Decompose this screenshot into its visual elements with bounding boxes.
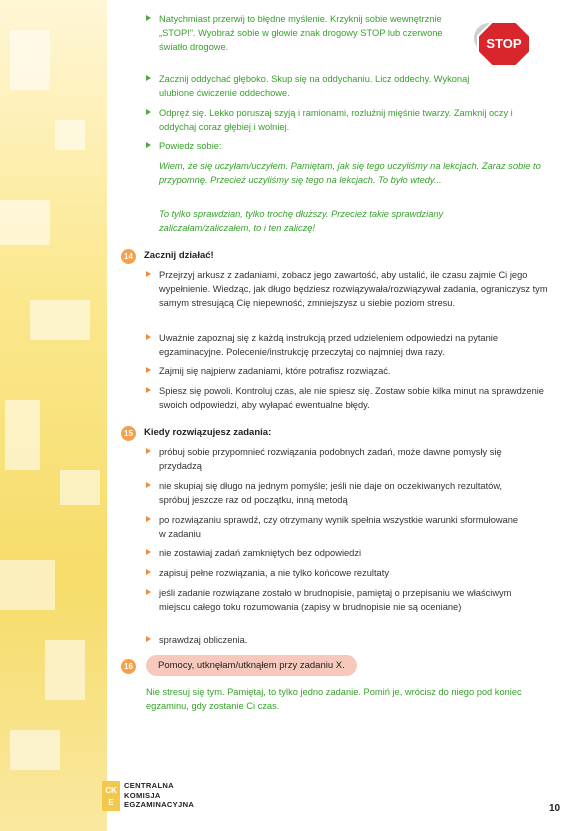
- bullet-icon: [146, 75, 151, 81]
- bullet-icon: [146, 549, 151, 555]
- list-item: zapisuj pełne rozwiązania, a nie tylko końcowe rezultaty: [146, 566, 546, 580]
- list-item: po rozwiązaniu sprawdź, czy otrzymany wynik spełnia wszystkie warunki sformułowane w zadaniu: [146, 513, 526, 541]
- section-text: Nie stresuj się tym. Pamiętaj, to tylko jedno zadanie. Pomiń je, wrócisz do niego pod koniec egzaminu, gdy zostanie Ci czas.: [146, 687, 522, 711]
- section-heading: Zacznij działać!: [144, 250, 214, 261]
- bullet-icon: [146, 589, 151, 595]
- bullet-icon: [146, 15, 151, 21]
- list-item: Zajmij się najpierw zadaniami, które potrafisz rozwiązać.: [146, 364, 551, 378]
- list-item: Natychmiast przerwij to błędne myślenie. Krzyknij sobie wewnętrznie „STOP!”. Wyobraź sobie w głowie znak drogowy STOP lub czerwone światło drogowe.: [146, 12, 456, 54]
- stop-sign-icon: [470, 16, 532, 68]
- list-item: Odpręż się. Lekko poruszaj szyją i ramionami, rozluźnij mięśnie twarzy. Zamknij oczy i oddychaj coraz głębiej i wolniej.: [146, 106, 546, 134]
- list-item: Przejrzyj arkusz z zadaniami, zobacz jego zawartość, aby ustalić, ile czasu zajmie Ci jego wypełnienie. Wiedząc, jak długo będziesz rozwiązywała/rozwiązywał zadania, ograniczysz tym samym stresującą Cię niepewność, zmniejszysz u siebie poziom stresu.: [146, 268, 556, 310]
- bullet-icon: [146, 448, 151, 454]
- bullet-icon: [146, 569, 151, 575]
- quote-text: Wiem, że się uczyłam/uczyłem. Pamiętam, jak się tego uczyliśmy na lekcjach. Zaraz sobie to przypomnę. Przecież uczyliśmy się tego na lekcjach. To było wtedy...: [159, 161, 541, 185]
- list-item: jeśli zadanie rozwiązane zostało w brudnopisie, pamiętaj o przepisaniu we właściwym miejscu całego toku rozumowania (zapisy w brudnopisie nie są oceniane): [146, 586, 516, 614]
- bullet-icon: [146, 142, 151, 148]
- section-heading-pill: Pomocy, utknęłam/utknąłem przy zadaniu X.: [146, 655, 357, 676]
- section-number-badge: 14: [121, 249, 136, 264]
- quote-text: To tylko sprawdzian, tylko trochę dłuższy. Przecież takie sprawdziany zaliczałam/zaliczałem, to i ten zaliczę!: [159, 209, 444, 233]
- list-item: Uważnie zapoznaj się z każdą instrukcją przed udzieleniem odpowiedzi na pytanie egzaminacyjne. Polecenie/instrukcję przeczytaj co najmniej dwa razy.: [146, 331, 551, 359]
- svg-text:E: E: [108, 798, 114, 807]
- list-item: sprawdzaj obliczenia.: [146, 633, 546, 647]
- section-heading: Kiedy rozwiązujesz zadania:: [144, 427, 272, 438]
- list-item: nie zostawiaj zadań zamkniętych bez odpowiedzi: [146, 546, 546, 560]
- bullet-icon: [146, 109, 151, 115]
- bullet-icon: [146, 636, 151, 642]
- bullet-icon: [146, 516, 151, 522]
- section-number-badge: 16: [121, 659, 136, 674]
- decorative-sidebar: [0, 0, 107, 831]
- page-number: 10: [549, 803, 561, 814]
- org-name: CENTRALNA KOMISJA EGZAMINACYJNA: [124, 781, 195, 809]
- cke-logo: [102, 781, 120, 811]
- list-item: nie skupiaj się długo na jednym pomyśle; jeśli nie daje on oczekiwanych rezultatów, spróbuj jeszcze raz od początku, inną metodą: [146, 479, 526, 507]
- bullet-icon: [146, 334, 151, 340]
- bullet-icon: [146, 482, 151, 488]
- bullet-icon: [146, 367, 151, 373]
- list-item: Powiedz sobie:: [146, 139, 546, 153]
- bullet-icon: [146, 271, 151, 277]
- svg-text:CK: CK: [105, 786, 117, 795]
- list-item: Spiesz się powoli. Kontroluj czas, ale nie spiesz się. Zostaw sobie kilka minut na sprawdzenie swoich odpowiedzi, aby wyłapać ewentualne błędy.: [146, 384, 556, 412]
- list-item: Zacznij oddychać głęboko. Skup się na oddychaniu. Licz oddechy. Wykonaj ulubione ćwiczenie oddechowe.: [146, 72, 476, 100]
- section-number-badge: 15: [121, 426, 136, 441]
- bullet-icon: [146, 387, 151, 393]
- list-item: próbuj sobie przypomnieć rozwiązania podobnych zadań, może dawne pomysły się przydadzą: [146, 445, 546, 473]
- stop-sign-text: STOP: [486, 36, 522, 51]
